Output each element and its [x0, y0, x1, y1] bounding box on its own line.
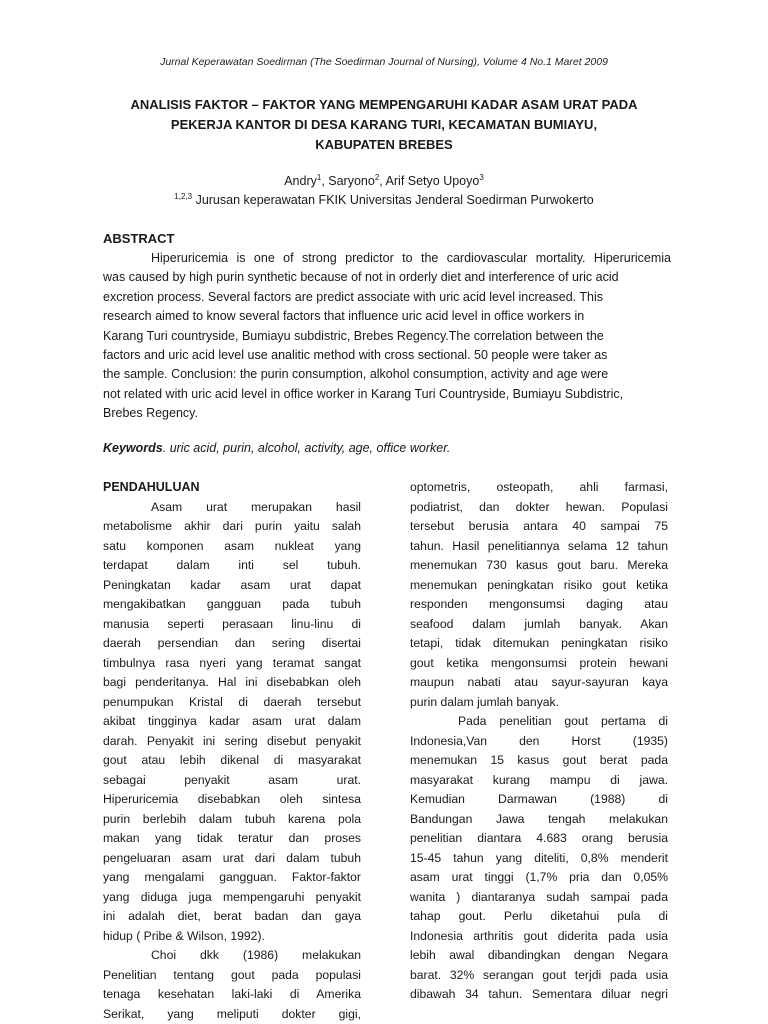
body-line: Kemudian Darmawan (1988) di	[410, 792, 668, 806]
affiliation	[0, 193, 768, 207]
title-line: ANALISIS FAKTOR – FAKTOR YANG MEMPENGARUHI KADAR ASAM URAT PADA	[130, 97, 638, 112]
body-line: Hiperuricemia disebabkan oleh sintesa	[103, 792, 361, 806]
paper-title	[110, 95, 658, 155]
body-line: masyarakat kurang mampu di jawa.	[410, 772, 668, 787]
author-name: , Saryono	[321, 174, 375, 188]
body-line: podiatrist, dan dokter hewan. Populasi	[410, 499, 668, 514]
abstract-line: Brebes Regency.	[103, 406, 198, 421]
keywords-label: Keywords	[103, 441, 163, 455]
body-line: asam urat tinggi (1,7% pria dan 0,05%	[410, 870, 668, 884]
body-line: Bandungan Jawa tengah melakukan	[410, 811, 668, 826]
section-heading: PENDAHULUAN	[103, 480, 200, 494]
body-line: lebih awal dibandingkan dengan Negara	[410, 948, 668, 962]
body-line: Indonesia arthritis gout diderita pada usia	[410, 928, 668, 943]
body-line: 15-45 tahun yang diteliti, 0,8% menderit	[410, 850, 668, 865]
abstract-line: was caused by high purin synthetic because of not in orderly diet and interference of uric acid	[103, 270, 619, 285]
body-line: ini adalah diet, berat badan dan gaya	[103, 909, 361, 923]
body-line: terdapat dalam inti sel tubuh.	[103, 558, 361, 572]
author-affiliation-mark: 3	[479, 172, 484, 182]
body-line: tetapi, tidak ditemukan peningkatan risiko	[410, 636, 668, 650]
body-line: barat. 32% serangan gout terjdi pada usia	[410, 967, 668, 982]
abstract-line: Karang Turi countryside, Bumiayu subdistric, Brebes Regency.The correlation between the	[103, 328, 604, 343]
left-column	[103, 478, 361, 1024]
body-line: maupun nabati atau sayur-sayuran kaya	[410, 675, 668, 689]
author-affiliation-mark: 1	[316, 172, 322, 182]
keywords-text: . uric acid, purin, alcohol, activity, age, office worker.	[162, 441, 451, 455]
author-name: Andry	[284, 174, 317, 188]
body-line: gout atau lebih dikenal di masyarakat	[103, 753, 361, 767]
body-line: menemukan 15 kasus gout berat pada	[410, 753, 668, 767]
body-line: wanita ) diantaranya sudah sampai pada	[410, 889, 668, 904]
body-line: menemukan 730 kasus gout baru. Mereka	[410, 558, 668, 572]
body-line: darah. Penyakit ini sering disebut penyakit	[103, 733, 361, 748]
body-line: seafood dalam jumlah banyak. Akan	[410, 616, 668, 631]
body-line: yang diduga juga mempengaruhi penyakit	[103, 889, 361, 904]
author-name: , Arif Setyo Upoyo	[379, 174, 480, 188]
title-line: PEKERJA KANTOR DI DESA KARANG TURI, KECAMATAN BUMIAYU,	[170, 117, 598, 132]
abstract-body	[103, 249, 671, 424]
body-line: Asam urat merupakan hasil	[151, 499, 361, 514]
body-line: tersebut berusia antara 40 sampai 75	[410, 519, 668, 533]
affiliation-text: Jurusan keperawatan FKIK Universitas Jenderal Soedirman Purwokerto	[192, 193, 594, 207]
body-line: dibawah 34 tahun. Sementara diluar negri	[410, 987, 668, 1001]
author-affiliation-mark: 2	[374, 172, 380, 182]
author-list	[0, 174, 768, 188]
body-line: bagi penderitanya. Hal ini disebabkan oleh	[103, 675, 361, 689]
body-line: daerah persendian dan sering disertai	[103, 636, 361, 650]
abstract-line: research aimed to know several factors that influence uric acid level in office workers in	[103, 309, 585, 324]
abstract-line: excretion process. Several factors are predict associate with uric acid level increased. This	[103, 289, 603, 304]
body-line: Indonesia,Van den Horst (1935)	[410, 733, 668, 748]
keywords	[103, 441, 671, 455]
abstract-line: Hiperuricemia is one of strong predictor to the cardiovascular mortality. Hiperuricemia	[151, 251, 671, 265]
abstract-heading: ABSTRACT	[103, 231, 175, 246]
body-line: tahap gout. Perlu diketahui pula di	[410, 909, 668, 923]
body-line: penumpukan Kristal di daerah tersebut	[103, 694, 361, 709]
body-line: Choi dkk (1986) melakukan	[151, 948, 361, 962]
abstract-line: the sample. Conclusion: the purin consumption, alkohol consumption, activity and age were	[103, 367, 609, 382]
body-line: purin berlebih dalam tubuh karena pola	[103, 811, 361, 826]
body-line: timbulnya rasa nyeri yang teramat sangat	[103, 655, 361, 670]
body-line: tahun. Hasil penelitiannya selama 12 tahun	[410, 538, 668, 553]
body-line: purin dalam jumlah banyak.	[410, 694, 560, 709]
right-column	[410, 478, 668, 1005]
body-line: hidup ( Pribe & Wilson, 1992).	[103, 928, 265, 943]
body-line: makan yang tidak teratur dan proses	[103, 831, 361, 845]
body-line: mengakibatkan gangguan pada tubuh	[103, 597, 361, 611]
body-line: Serikat, yang meliputi dokter gigi,	[103, 1006, 361, 1021]
body-line: yang mengalami gangguan. Faktor-faktor	[103, 870, 361, 884]
journal-header: Jurnal Keperawatan Soedirman (The Soedirman Journal of Nursing), Volume 4 No.1 Maret 2009	[160, 56, 608, 68]
body-line: responden mengonsumsi daging atau	[410, 597, 668, 611]
body-line: menemukan peningkatan risiko gout ketika	[410, 577, 668, 592]
body-line: gout ketika mengonsumsi protein hewani	[410, 655, 668, 670]
abstract-line: not related with uric acid level in office worker in Karang Turi Countryside, Bumiayu Subdistric,	[103, 386, 624, 401]
body-line: optometris, osteopath, ahli farmasi,	[410, 480, 668, 494]
abstract-line: factors and uric acid level use analitic method with cross sectional. 50 people were taker as	[103, 348, 608, 363]
affiliation-mark: 1,2,3	[174, 191, 193, 201]
body-line: Peningkatan kadar asam urat dapat	[103, 577, 361, 592]
body-line: penelitian diantara 4.683 orang berusia	[410, 831, 668, 845]
body-line: pengeluaran asam urat dari dalam tubuh	[103, 850, 361, 865]
body-line: Pada penelitian gout pertama di	[458, 714, 668, 728]
body-line: akibat tingginya kadar asam urat dalam	[103, 714, 361, 728]
title-line: KABUPATEN BREBES	[315, 137, 453, 152]
body-line: manusia seperti perasaan linu-linu di	[103, 616, 361, 631]
body-line: metabolisme akhir dari purin yaitu salah	[103, 519, 361, 533]
body-line: sebagai penyakit asam urat.	[103, 772, 361, 787]
body-line: tenaga kesehatan laki-laki di Amerika	[103, 987, 361, 1001]
body-line: Penelitian tentang gout pada populasi	[103, 967, 361, 982]
body-line: satu komponen asam nukleat yang	[103, 538, 361, 553]
